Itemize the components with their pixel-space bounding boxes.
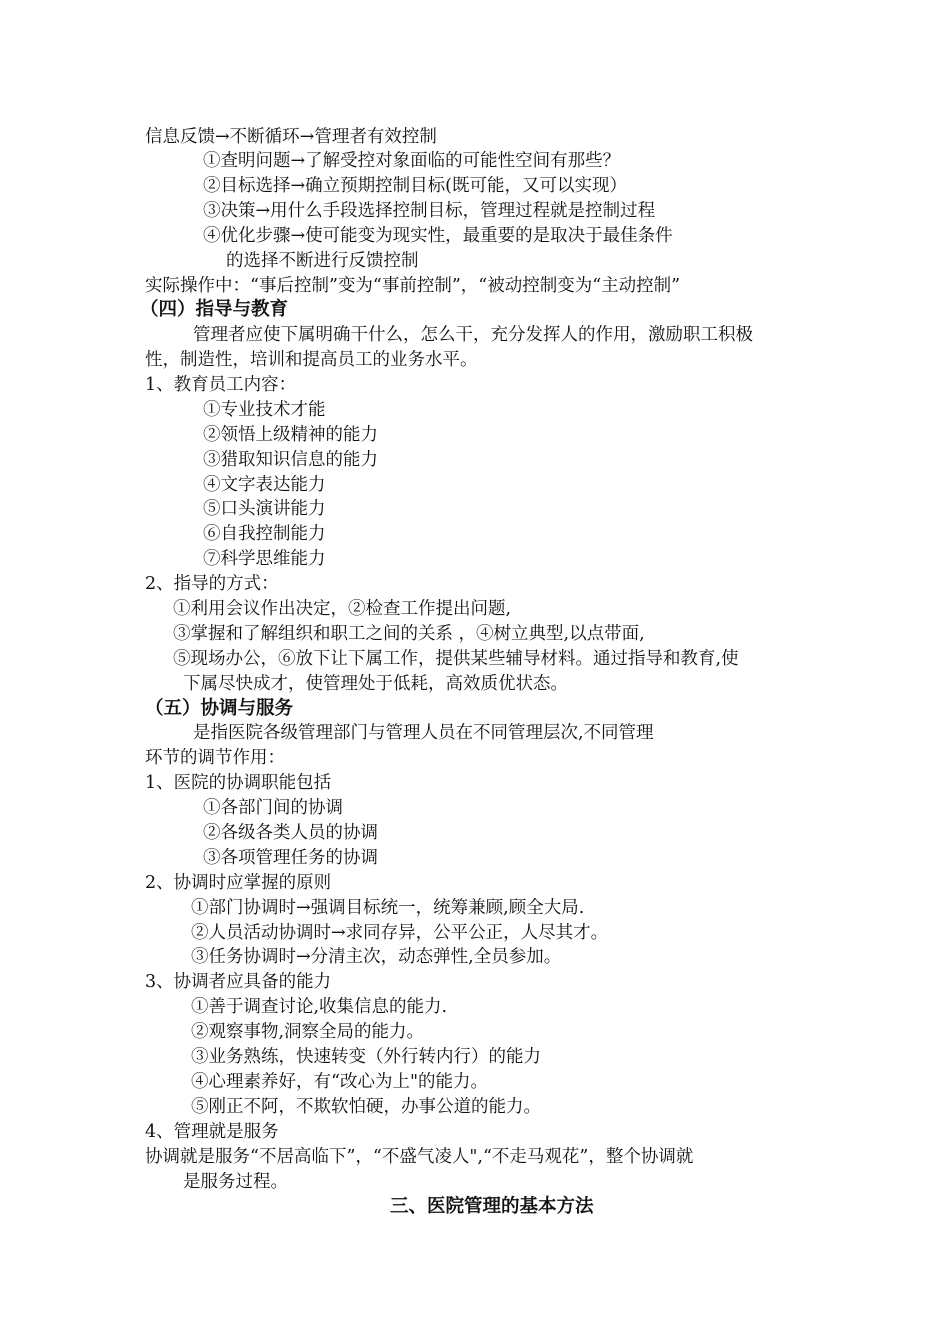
text-line: 信息反馈→不断循环→管理者有效控制	[145, 127, 437, 147]
list-item: ①利用会议作出决定，②检查工作提出问题,	[173, 599, 512, 619]
list-item: ③业务熟练，快速转变（外行转内行）的能力	[191, 1047, 541, 1067]
paragraph-line: 是指医院各级管理部门与管理人员在不同管理层次,不同管理	[193, 723, 654, 743]
list-item: ⑦科学思维能力	[203, 549, 326, 569]
list-item: ③掌握和了解组织和职工之间的关系 ，④树立典型,以点带面,	[173, 624, 645, 644]
list-item: ⑤口头演讲能力	[203, 499, 326, 519]
list-item: ③决策→用什么手段选择控制目标，管理过程就是控制过程	[203, 201, 656, 221]
list-item: ②人员活动协调时→求同存异，公平公正，人尽其才。	[191, 923, 609, 943]
subheading: 3、协调者应具备的能力	[145, 972, 332, 992]
list-item: ②领悟上级精神的能力	[203, 425, 378, 445]
list-item: ①各部门间的协调	[203, 798, 343, 818]
subheading: 2、协调时应掌握的原则	[145, 873, 332, 893]
list-item: ⑥自我控制能力	[203, 524, 326, 544]
paragraph-line: 是服务过程。	[183, 1172, 288, 1192]
list-item: ⑤刚正不阿，不欺软怕硬，办事公道的能力。	[191, 1097, 541, 1117]
list-item: ①查明问题→了解受控对象面临的可能性空间有那些？	[203, 151, 621, 171]
subheading: 2、指导的方式：	[145, 574, 279, 594]
list-item: ②目标选择→确立预期控制目标(既可能，又可以实现）	[203, 176, 627, 196]
list-item: ②观察事物,洞察全局的能力。	[191, 1022, 425, 1042]
paragraph-line: 协调就是服务“不居高临下”，“不盛气凌人",“不走马观花”，整个协调就	[145, 1147, 694, 1167]
list-item: ③各项管理任务的协调	[203, 848, 378, 868]
paragraph-line: 性，制造性，培训和提高员工的业务水平。	[145, 350, 478, 370]
list-item: ①专业技术才能	[203, 400, 326, 420]
list-item: ④文字表达能力	[203, 475, 326, 495]
paragraph-line: 环节的调节作用：	[145, 748, 285, 768]
text-line: 实际操作中：“事后控制”变为“事前控制”，“被动控制变为“主动控制”	[145, 276, 681, 296]
list-item: ④心理素养好，有“改心为上"的能力。	[191, 1072, 488, 1092]
section-heading-4: （四）指导与教育	[140, 299, 289, 320]
chapter-heading: 三、医院管理的基本方法	[390, 1196, 594, 1217]
list-item: ③任务协调时→分清主次，动态弹性,全员参加。	[191, 947, 562, 967]
text-line: 的选择不断进行反馈控制	[226, 251, 419, 271]
section-heading-5: （五）协调与服务	[145, 698, 294, 719]
list-item: ①善于调查讨论,收集信息的能力.	[191, 997, 448, 1017]
paragraph-line: 管理者应使下属明确干什么，怎么干，充分发挥人的作用，激励职工积极	[193, 325, 753, 345]
text-line: 下属尽快成才，使管理处于低耗，高效质优状态。	[183, 674, 568, 694]
list-item: ④优化步骤→使可能变为现实性，最重要的是取决于最佳条件	[203, 226, 673, 246]
list-item: ②各级各类人员的协调	[203, 823, 378, 843]
subheading: 1、医院的协调职能包括	[145, 773, 332, 793]
list-item: ⑤现场办公，⑥放下让下属工作，提供某些辅导材料。通过指导和教育,使	[173, 649, 739, 669]
list-item: ③猎取知识信息的能力	[203, 450, 378, 470]
list-item: ①部门协调时→强调目标统一，统筹兼顾,顾全大局.	[191, 898, 585, 918]
subheading: 4、管理就是服务	[145, 1122, 279, 1142]
subheading: 1、教育员工内容：	[145, 375, 297, 395]
